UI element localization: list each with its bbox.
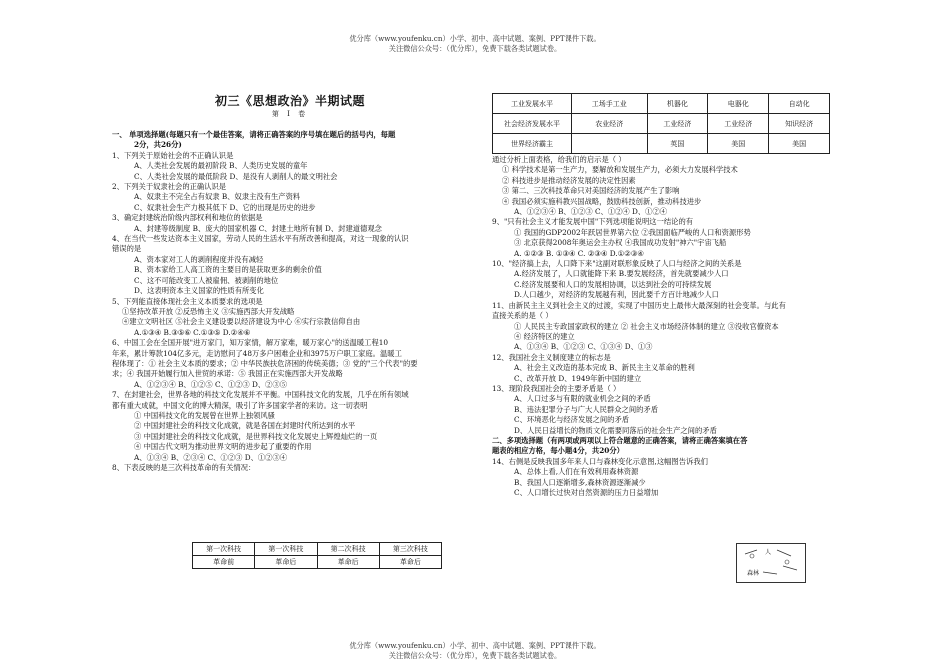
table-cell: 农业经济 [572,114,648,134]
text-line: 11、由新民主主义到社会主义的过渡，实现了中国历史上最伟大最深刻的社会变革。与此有 [492,300,786,310]
text-line: ④ 我国必须实施科教兴国战略，鼓励科技创新，推动科技进步 [502,196,702,206]
population-forest-diagram [736,543,806,583]
text-line: ① 我国的GDP2002年跃居世界第六位 ②我国面临严峻的人口和资源形势 [514,227,751,237]
volume-label: 第 I 卷 [271,110,309,118]
table-cell: 第一次科技 [255,543,317,556]
text-line: ② 中国封建社会的科技文化成就，就是各国在封建时代所达到的水平 [134,421,356,431]
text-line: A、①②③④ B、①②⑤ C、①②③ D、②③⑤ [134,379,288,389]
text-line: A.经济发展了，人口就能降下来 B.要发展经济，首先就要减少人口 [514,269,729,279]
text-line: 二、多项选择题（有两项或两项以上符合题意的正确答案，请将正确答案填在答 [492,435,748,445]
text-line: A、奴隶主不完全占有奴隶 B、奴隶主没有生产资料 [134,192,301,202]
text-line: A、封建等级制度 B、庞大的国家机器 C、封建土地所有制 D、封建道德观念 [134,223,382,233]
text-line: A. ①②③ B. ①③④ C. ②③④ D.①②③④ [514,248,644,258]
text-line: 4、在当代一些发达资本主义国家，劳动人民的生活水平有所改善和提高，对这一现象的认识 [112,234,409,244]
text-line: 一、 单项选择题(每题只有一个最佳答案，请将正确答案的序号填在题后的括号内，每题 [112,130,396,139]
text-line: 求；④ 我国开始履行加入世贸的承诺：⑤ 我国正在实施西部大开发战略 [112,369,343,379]
text-line: C、奴隶社会生产力极其低下 D、它的出现是历史的进步 [134,202,316,212]
diagram-arrows-icon [737,544,805,582]
text-line: A、人类社会发展的最初阶段 B、人类历史发展的童年 [134,161,308,171]
text-line: B、资本家给工人高工资的主要目的是获取更多的剩余价值 [134,265,322,275]
text-line: A、人口过多与有限的就业机会之间的矛盾 [514,394,651,404]
text-line: C、这不可能改变工人被雇佣、被剥削的地位 [134,275,279,285]
text-line: 6、中国工会在全国开展"进万家门，知万家情，解万家难，暖万家心"的送温暖工程10 [112,338,389,348]
text-line: C、环境恶化与经济发展之间的矛盾 [514,415,630,425]
table-cell: 自动化 [769,94,830,114]
text-line: ① 中国科技文化的发展曾在世界上独领风骚 [134,410,275,420]
text-line: C、改革开放 D、1949年新中国的建立 [514,373,642,383]
table-row [193,543,442,556]
text-line: 题表的相应方格，每小题4分，共20分） [492,446,624,456]
text-line: 通过分析上面表格，给我们的启示是（ ） [492,155,626,164]
text-line: 10、"经济搞上去，人口降下来"这副对联形象反映了人口与经济之间的关系是 [492,259,742,269]
left-column [112,130,462,473]
footer-notice [0,641,950,661]
text-line: 都有重大成就，中国文化的博大精深，吸引了许多国家学者的来访。这一切表明 [112,400,368,410]
table-cell: 第一次科技 [193,543,255,556]
text-line: 8、下表反映的是三次科技革命的有关情况： [112,463,256,472]
text-line: 12、我国社会主义制度建立的标志是 [492,352,611,362]
text-line: D、人民日益增长的物质文化需要同落后的社会生产之间的矛盾 [514,425,717,435]
text-line: C.经济发展要和人口的发展相协调，以达到社会的可持续发展 [514,279,712,289]
table-cell: 机器化 [647,94,708,114]
text-line: A、①③④ B、①②③ C、①③④ D、①③ [514,342,653,352]
table-cell: 革命后 [379,556,441,569]
text-line: 程体现了：① 社会主义本质的要求；② 中华民族扶危济困的传统美德；③ 党的"三个代表"的要 [112,358,418,368]
table-cell: 革命前 [193,556,255,569]
text-line: C、人口增长过快对自然资源的压力日益增加 [514,488,659,497]
table-cell: 世界经济霸主 [493,134,572,154]
table-cell: 工业经济 [708,114,769,134]
text-line: 2、下列关于奴隶社会的正确认识是 [112,182,227,192]
table-cell: 社会经济发展水平 [493,114,572,134]
text-line: A.①③④ B.③⑤⑥ C.①③⑤ D.②④⑥ [134,327,251,337]
table-cell: 美国 [708,134,769,154]
table-cell: 知识经济 [769,114,830,134]
text-line: 5、下列能直接体现社会主义本质要求的选项是 [112,296,263,306]
text-line: 3、确定封建统治阶级内部权利和地位的依据是 [112,213,263,223]
text-line: D.人口越少，对经济的发展越有利，因此要千方百计地减少人口 [514,290,719,300]
right-table [492,93,830,154]
text-line: A、①③④ B、②③④ C、①②③ D、①②③④ [134,452,288,462]
page-title: 初三《思想政治》半期试题 [214,94,365,108]
text-line: 年来，累计筹款104亿多元，走访慰问了48万多户困难企业和3975万户职工家庭。温暖工 [112,348,402,358]
footer-line1: 优分库（www.youfenku.cn）小学、初中、高中试题、案例、PPT课件下载。 [349,641,601,650]
diagram-top-label: 人 [765,549,772,556]
text-line: ③ 第二、三次科技革命只对美国经济的发展产生了影响 [502,186,680,196]
table-cell: 工业经济 [647,114,708,134]
text-line: 13、现阶段我国社会的主要矛盾是（ ） [492,383,621,393]
text-line: A、社会主义改造的基本完成 B、新民主主义革命的胜利 [514,363,695,373]
text-line: D、这表明资本主义国家的性质有所变化 [134,286,264,296]
text-line: 错误的是 [112,244,142,254]
text-line: 1、下列关于原始社会的不正确认识是 [112,150,234,160]
table-cell: 革命后 [317,556,379,569]
text-line: ①坚持改革开放 ②反恐怖主义 ③实施西部大开发战略 [122,306,295,316]
table-cell: 英国 [647,134,708,154]
table-row [493,114,830,134]
header-notice [0,34,950,54]
table-cell: 电器化 [708,94,769,114]
table-row [493,134,830,154]
text-line: 2分，共26分) [134,140,182,150]
text-line: 14、右侧是反映我国多年来人口与森林变化示意图,这幅图告诉我们 [492,456,708,466]
table-cell: 第三次科技 [379,543,441,556]
diagram-bottom-label: 森林 [747,570,760,577]
text-line: 9、"只有社会主义才能发展中国"下列选项能说明这一结论的有 [492,217,694,227]
text-line: ① 科学技术是第一生产力，要解放和发展生产力，必须大力发展科学技术 [502,165,738,175]
text-line: ② 科技进步是推动经济发展的决定性因素 [502,175,636,185]
text-line: ③ 中国封建社会的科技文化成就，是世界科技文化发展史上辉煌灿烂的一页 [134,431,378,441]
table-cell: 美国 [769,134,830,154]
left-table [192,542,442,569]
table-cell: 革命后 [255,556,317,569]
table-cell: 工场手工业 [572,94,648,114]
text-line: ④ 经济特区的建立 [514,331,575,341]
right-column [492,155,842,498]
text-line: ③ 北京获得2008年奥运会主办权 ④我国成功发射"神六"宇宙飞船 [514,238,727,248]
text-line: C、人类社会发展的最低阶段 D、是没有人剥削人的最文明社会 [134,171,338,181]
table-cell: 第二次科技 [317,543,379,556]
text-line: ④建立文明社区 ⑤社会主义建设要以经济建设为中心 ⑥实行宗教信仰自由 [122,317,361,327]
header-line2: 关注微信公众号：（优分库），免费下载各类试题试卷。 [388,44,562,53]
text-line: A、总体上看,人们在有效利用森林资源 [514,467,639,477]
text-line: A、①②③④ B、①②③ C、①②④ D、①②④ [514,207,668,217]
text-line: ① 人民民主专政国家政权的建立 ② 社会主义市场经济体制的建立 ③没收官僚资本 [514,321,779,331]
text-line: 直接关系的是（ ） [492,311,553,321]
table-cell [572,134,648,154]
text-line: B、违法犯罪分子与广大人民群众之间的矛盾 [514,404,659,414]
footer-line2: 关注微信公众号：（优分库），免费下载各类试题试卷。 [388,651,562,660]
text-line: B、我国人口逐渐增多,森林资源逐渐减少 [514,477,646,487]
table-row [193,556,442,569]
text-line: ④ 中国古代文明为推动世界文明的进步起了重要的作用 [134,442,312,452]
header-line1: 优分库（www.youfenku.cn）小学、初中、高中试题、案例、PPT课件下载。 [349,34,601,43]
text-line: 7、在封建社会，世界各地的科技文化发展并不平衡。中国科技文化的发展，几乎在所有领域 [112,390,409,400]
text-line: A、资本家对工人的剥削程度并没有减轻 [134,254,264,264]
table-cell: 工业发展水平 [493,94,572,114]
table-row [493,94,830,114]
